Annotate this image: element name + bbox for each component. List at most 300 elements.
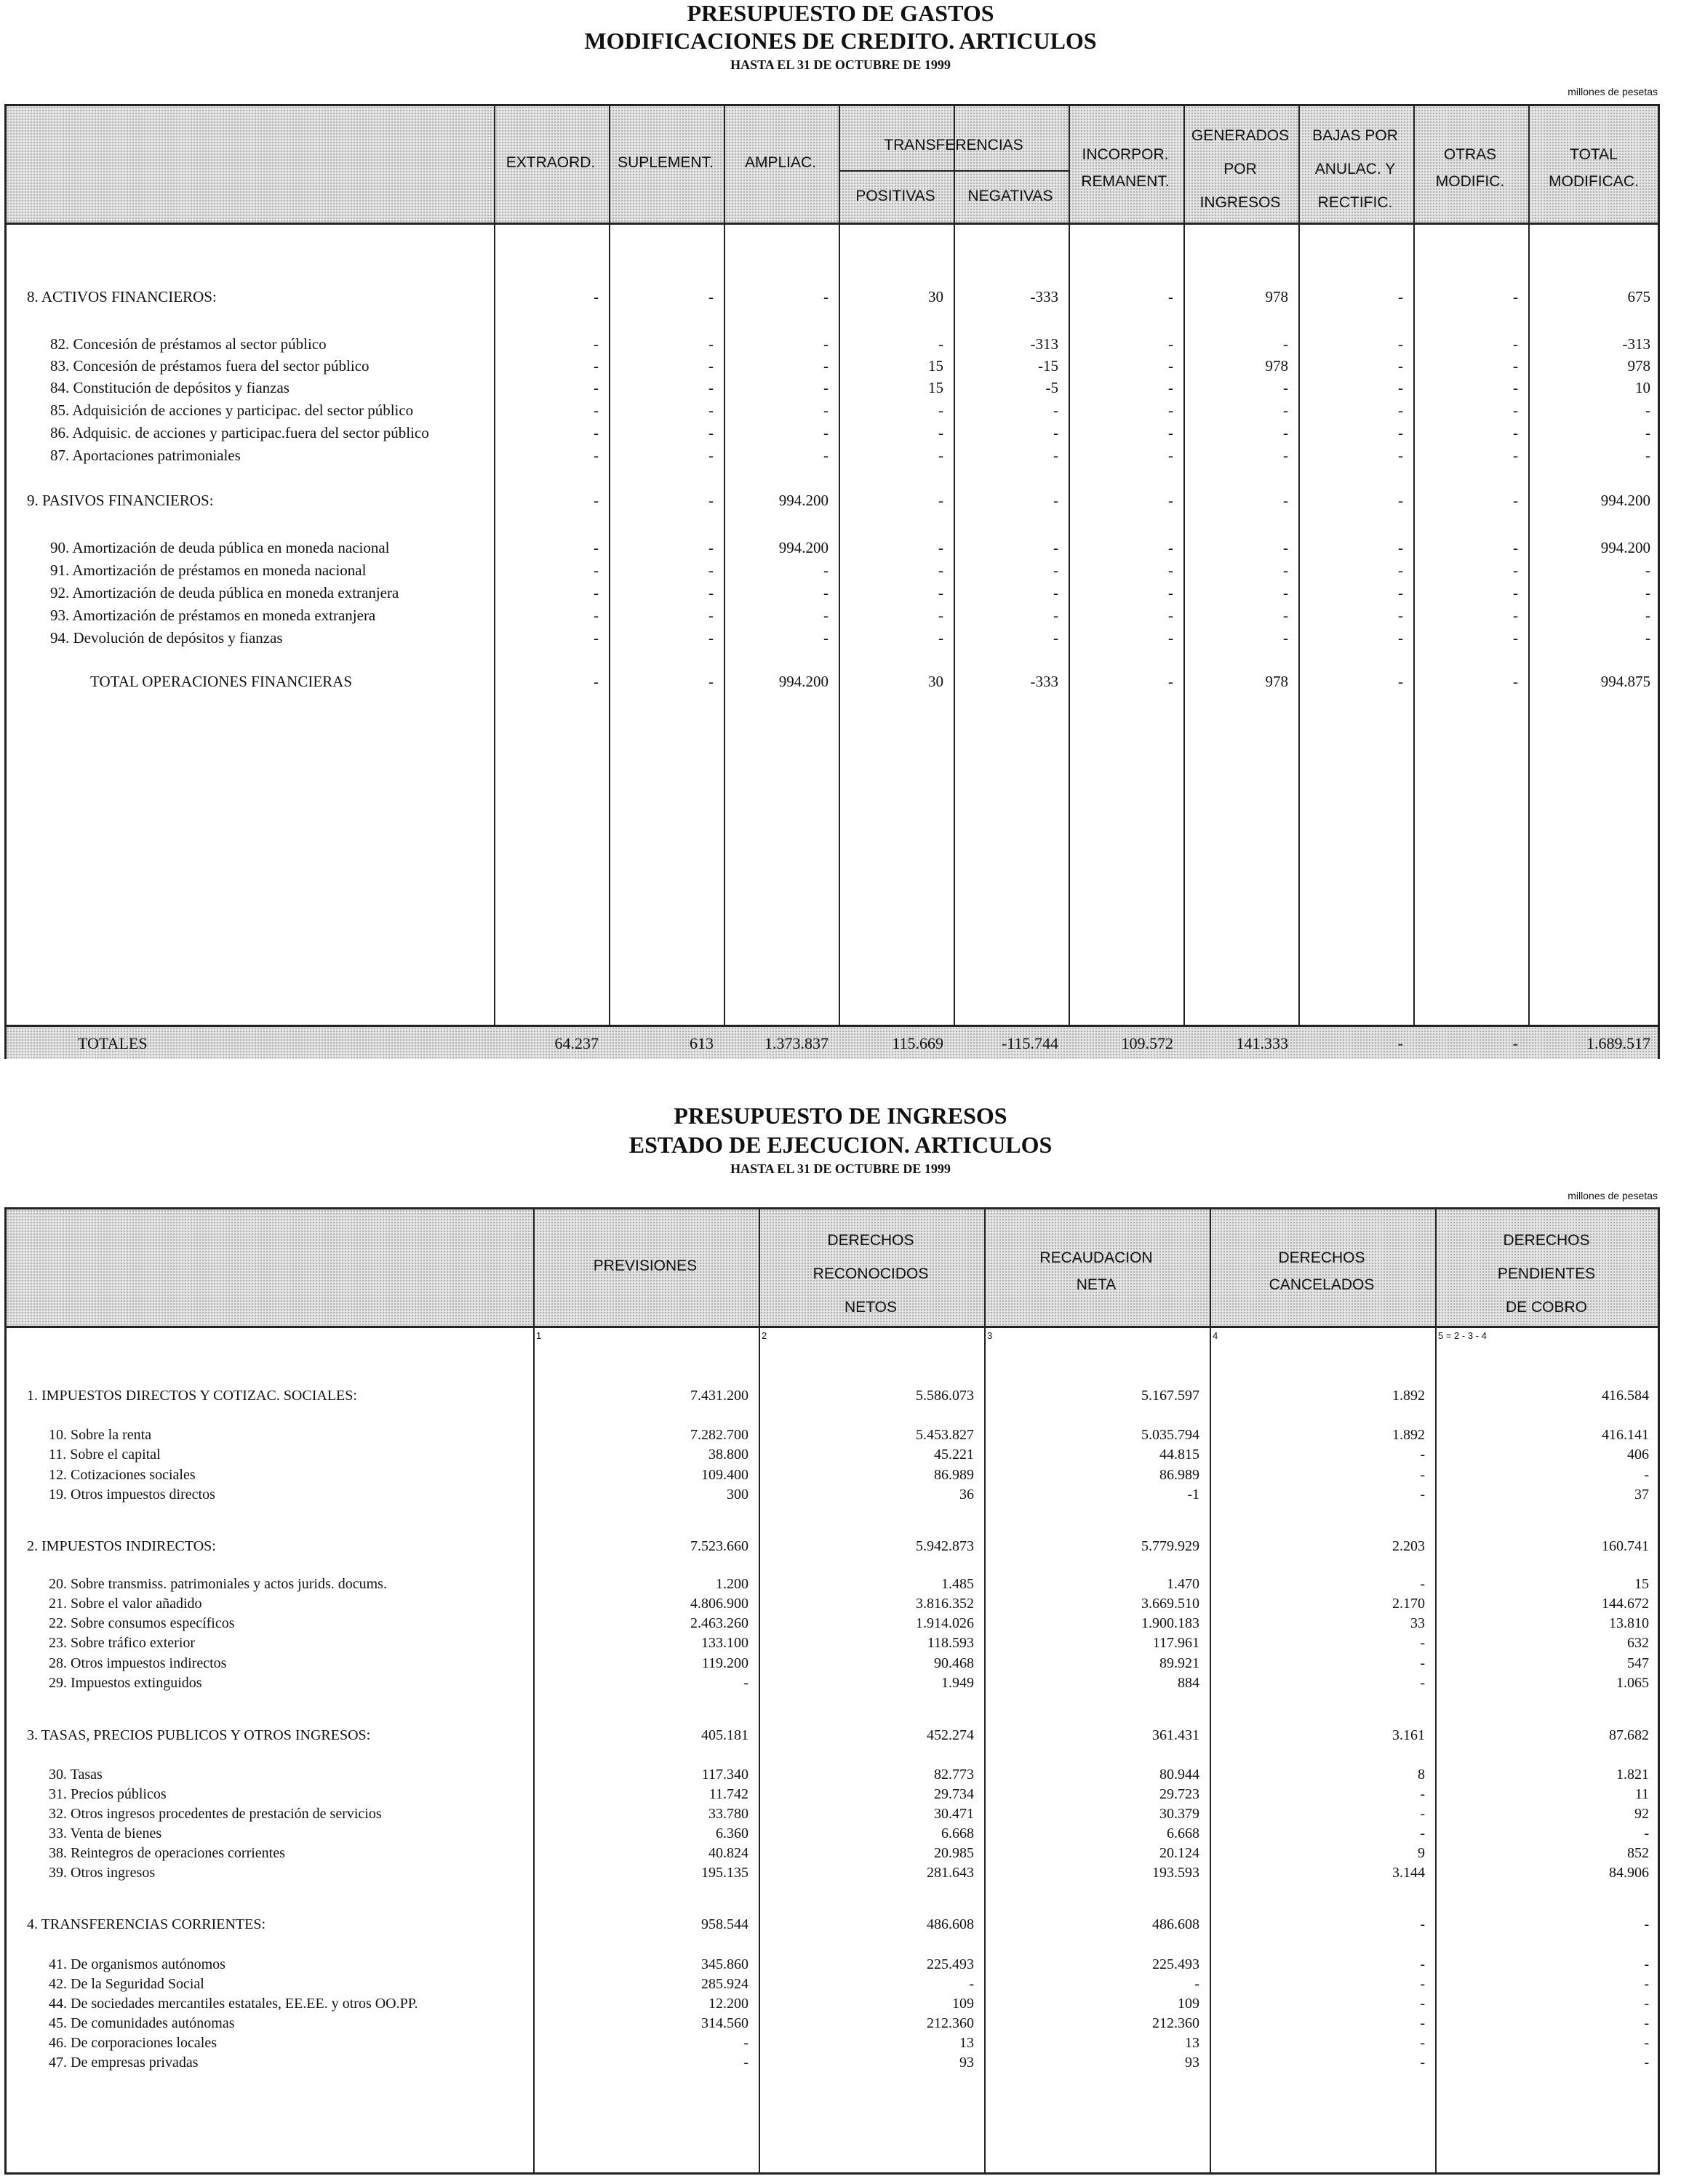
table-cell: 93 [1185, 2055, 1199, 2071]
table-cell: - [1420, 1487, 1425, 1503]
column-rule [494, 106, 495, 1057]
table-cell: - [594, 629, 599, 647]
table-row [7, 401, 1658, 420]
table-cell: 92 [1634, 1806, 1649, 1822]
table-cell: 9 [1418, 1845, 1425, 1861]
table-cell: - [1420, 1806, 1425, 1822]
totals-cell: 64.237 [554, 1034, 599, 1052]
table-cell: - [1513, 492, 1518, 509]
table-row [7, 424, 1658, 443]
row-label: 47. De empresas privadas [49, 2055, 199, 2071]
table-cell: - [1168, 424, 1173, 441]
table-cell: - [1168, 561, 1173, 579]
column-rule [1069, 106, 1070, 1057]
table-cell: - [1194, 1976, 1199, 1992]
table-cell: - [1283, 561, 1288, 579]
table-cell: 5.779.929 [1141, 1538, 1199, 1554]
col-transferencias: TRANSFERENCIAS [884, 137, 1023, 153]
table-row [7, 2055, 1658, 2073]
table-cell: 133.100 [701, 1635, 748, 1651]
table-cell: 30 [928, 288, 943, 305]
table-row [7, 1976, 1658, 1995]
row-label: 32. Otros ingresos procedentes de prestación de servicios [49, 1806, 382, 1822]
table-cell: 5.167.597 [1141, 1388, 1199, 1404]
table-cell: 40.824 [708, 1845, 748, 1861]
col-generados: GENERADOS POR INGRESOS [1191, 127, 1290, 211]
table-cell: 2.203 [1392, 1538, 1425, 1554]
table-cell: - [823, 561, 828, 579]
table-cell: 7.523.660 [690, 1538, 748, 1554]
table-cell: - [1283, 629, 1288, 647]
table-cell: - [1168, 447, 1173, 464]
table-cell: - [594, 424, 599, 441]
row-label: 23. Sobre tráfico exterior [49, 1635, 196, 1651]
table-cell: 8 [1418, 1767, 1425, 1783]
totals-cell: 141.333 [1236, 1034, 1288, 1052]
table-cell: - [1398, 673, 1403, 690]
table-cell: - [938, 584, 943, 601]
table-cell: - [708, 379, 714, 396]
col-extraord: EXTRAORD. [506, 154, 596, 171]
table-cell: - [1645, 424, 1650, 441]
table-cell: - [1513, 584, 1518, 601]
table-cell: - [594, 584, 599, 601]
column-rule [839, 106, 840, 1057]
column-number: 5 = 2 - 3 - 4 [1438, 1330, 1487, 1341]
table-cell: 117.340 [701, 1767, 748, 1783]
table-cell: 5.035.794 [1141, 1427, 1199, 1443]
table-cell: - [1398, 492, 1403, 509]
section-row [7, 1538, 1658, 1557]
table-row [7, 584, 1658, 603]
table-cell: - [708, 492, 714, 509]
gastos-title: PRESUPUESTO DE GASTOS [687, 0, 994, 26]
ingresos-subtitle: HASTA EL 31 DE OCTUBRE DE 1999 [730, 1161, 951, 1176]
table-cell: - [594, 357, 599, 375]
table-cell: 118.593 [927, 1635, 974, 1651]
col-derechos-cancelados: DERECHOS CANCELADOS [1269, 1249, 1375, 1293]
row-label: 42. De la Seguridad Social [49, 1976, 204, 1992]
table-cell: - [1398, 447, 1403, 464]
col-derechos-reconocidos: DERECHOS RECONOCIDOS NETOS [812, 1232, 929, 1316]
table-cell: - [1053, 584, 1058, 601]
table-cell: - [594, 401, 599, 419]
row-label: 22. Sobre consumos específicos [49, 1615, 235, 1631]
table-cell: - [1644, 2015, 1649, 2031]
table-cell: 82.773 [934, 1767, 974, 1783]
table-cell: 119.200 [701, 1655, 748, 1671]
column-number: 1 [536, 1330, 542, 1341]
row-label: 9. PASIVOS FINANCIEROS: [27, 492, 214, 509]
table-cell: - [1398, 335, 1403, 353]
table-cell: - [1398, 561, 1403, 579]
row-label: 41. De organismos autónomos [49, 1956, 225, 1972]
table-cell: 13.810 [1609, 1615, 1649, 1631]
totals-cell: 613 [690, 1034, 714, 1052]
table-cell: - [1513, 379, 1518, 396]
table-cell: 15 [928, 357, 943, 375]
column-rule [1413, 106, 1415, 1057]
table-cell: - [969, 1976, 974, 1992]
section-row [7, 1916, 1658, 1935]
table-cell: - [823, 401, 828, 419]
table-cell: 994.200 [778, 492, 828, 509]
table-cell: 109 [1178, 1996, 1199, 2012]
table-row [7, 1467, 1658, 1486]
table-cell: 109 [952, 1996, 974, 2012]
table-cell: 29.723 [1159, 1786, 1199, 1802]
table-cell: 86.989 [1159, 1467, 1199, 1483]
table-cell: - [1168, 288, 1173, 305]
column-rule [1298, 106, 1300, 1057]
table-cell: - [823, 607, 828, 624]
table-cell: - [1168, 492, 1173, 509]
col-ampliac: AMPLIAC. [744, 154, 817, 171]
gastos-title-2: MODIFICACIONES DE CREDITO. ARTICULOS [584, 28, 1097, 54]
table-cell: 20.985 [934, 1845, 974, 1861]
table-cell: - [1644, 1825, 1649, 1841]
table-cell: - [1513, 424, 1518, 441]
row-label: 2. IMPUESTOS INDIRECTOS: [27, 1538, 216, 1554]
table-cell: 994.200 [1600, 539, 1650, 556]
table-cell: - [708, 629, 714, 647]
table-cell: - [1398, 539, 1403, 556]
row-label: 10. Sobre la renta [49, 1427, 152, 1443]
totals-cell: 109.572 [1121, 1034, 1173, 1052]
row-label: 93. Amortización de préstamos en moneda extranjera [50, 607, 376, 624]
table-cell: 405.181 [701, 1727, 748, 1743]
table-cell: - [1053, 424, 1058, 441]
table-cell: - [708, 561, 714, 579]
table-row [7, 335, 1658, 354]
col-negativas: NEGATIVAS [967, 188, 1053, 204]
table-cell: - [594, 539, 599, 556]
table-cell: - [1283, 335, 1288, 353]
table-cell: 193.593 [1152, 1865, 1199, 1881]
table-row [7, 1576, 1658, 1595]
table-cell: 2.463.260 [690, 1615, 748, 1631]
table-row [7, 447, 1658, 465]
table-cell: - [1420, 1675, 1425, 1691]
table-cell: 30.379 [1159, 1806, 1199, 1822]
table-cell: - [708, 335, 714, 353]
row-label: 33. Venta de bienes [49, 1825, 162, 1841]
table-row [7, 1615, 1658, 1634]
table-cell: - [708, 357, 714, 375]
table-cell: - [708, 424, 714, 441]
row-label: 83. Concesión de préstamos fuera del sector público [50, 357, 370, 375]
row-label: 82. Concesión de préstamos al sector público [50, 335, 327, 353]
col-previsiones: PREVISIONES [593, 1257, 698, 1274]
table-cell: 144.672 [1602, 1596, 1649, 1612]
row-label: 44. De sociedades mercantiles estatales, EE.EE. y otros OO.PP. [49, 1996, 418, 2012]
table-cell: - [1513, 607, 1518, 624]
table-cell: - [1645, 447, 1650, 464]
table-cell: 300 [727, 1487, 748, 1503]
table-cell: - [938, 492, 943, 509]
col-otras: OTRAS MODIFIC. [1435, 146, 1505, 190]
row-label: 30. Tasas [49, 1767, 103, 1783]
table-cell: - [938, 607, 943, 624]
column-number: 2 [762, 1330, 767, 1341]
row-label: 20. Sobre transmiss. patrimoniales y actos jurids. docums. [49, 1576, 387, 1592]
table-cell: - [1053, 629, 1058, 647]
table-row [7, 1956, 1658, 1975]
table-cell: - [1283, 424, 1288, 441]
table-cell: - [823, 357, 828, 375]
table-cell: - [1398, 607, 1403, 624]
table-cell: 11.742 [708, 1786, 748, 1802]
table-cell: - [708, 288, 714, 305]
table-cell: 44.815 [1159, 1447, 1199, 1463]
row-label: 91. Amortización de préstamos en moneda nacional [50, 561, 367, 579]
table-cell: - [1283, 379, 1288, 396]
row-label: 85. Adquisición de acciones y participac. del sector público [50, 401, 414, 419]
table-cell: 225.493 [927, 1956, 974, 1972]
table-cell: 406 [1627, 1447, 1649, 1463]
table-cell: 978 [1265, 357, 1288, 375]
table-cell: - [743, 2055, 748, 2071]
table-row [7, 1487, 1658, 1505]
table-cell: 5.453.827 [916, 1427, 974, 1443]
totals-cell: 115.669 [892, 1034, 943, 1052]
table-cell: - [823, 335, 828, 353]
col-positivas: POSITIVAS [855, 188, 935, 204]
table-cell: 3.161 [1392, 1727, 1425, 1743]
col-total: TOTAL MODIFICAC. [1549, 146, 1639, 190]
table-cell: 117.961 [1152, 1635, 1199, 1651]
table-cell: - [1168, 357, 1173, 375]
row-label: 3. TASAS, PRECIOS PUBLICOS Y OTROS INGRESOS: [27, 1727, 371, 1743]
table-cell: 80.944 [1159, 1767, 1199, 1783]
table-cell: - [1053, 561, 1058, 579]
table-cell: 36 [959, 1487, 974, 1503]
table-cell: - [1420, 1655, 1425, 1671]
table-cell: - [1420, 1786, 1425, 1802]
gastos-unit: millones de pesetas [1568, 86, 1658, 97]
table-row [7, 607, 1658, 625]
table-cell: - [743, 2035, 748, 2051]
table-cell: 281.643 [927, 1865, 974, 1881]
table-cell: 86.989 [934, 1467, 974, 1483]
table-cell: 2.170 [1392, 1596, 1425, 1612]
table-cell: 632 [1627, 1635, 1649, 1651]
row-label: 90. Amortización de deuda pública en moneda nacional [50, 539, 390, 556]
table-cell: - [1283, 492, 1288, 509]
table-cell: - [594, 447, 599, 464]
table-cell: - [1053, 447, 1058, 464]
row-label: 38. Reintegros de operaciones corrientes [49, 1845, 285, 1861]
table-cell: 994.875 [1600, 673, 1650, 690]
table-cell: 3.669.510 [1141, 1596, 1199, 1612]
table-row [7, 1806, 1658, 1825]
table-cell: - [1644, 1916, 1649, 1932]
table-row [7, 1427, 1658, 1446]
col-suplement: SUPLEMENT. [618, 154, 714, 171]
table-row [7, 2015, 1658, 2034]
table-cell: 160.741 [1602, 1538, 1649, 1554]
totals-cell: - [1512, 1034, 1518, 1052]
table-cell: - [938, 561, 943, 579]
table-cell: -313 [1622, 335, 1650, 353]
table-cell: 958.544 [701, 1916, 748, 1932]
table-cell: 852 [1627, 1845, 1649, 1861]
table-cell: 6.668 [941, 1825, 974, 1841]
table-cell: - [1168, 607, 1173, 624]
column-rule [609, 106, 610, 1057]
row-label: 92. Amortización de deuda pública en moneda extranjera [50, 584, 399, 601]
table-cell: - [823, 629, 828, 647]
table-cell: - [1168, 584, 1173, 601]
table-cell: 15 [928, 379, 943, 396]
table-cell: 1.065 [1616, 1675, 1649, 1691]
table-cell: 1.470 [1167, 1576, 1199, 1592]
table-cell: 345.860 [701, 1956, 748, 1972]
row-label: 29. Impuestos extinguidos [49, 1675, 202, 1691]
table-cell: - [1645, 584, 1650, 601]
table-cell: 1.914.026 [916, 1615, 974, 1631]
table-cell: - [594, 379, 599, 396]
table-row [7, 1845, 1658, 1864]
table-cell: - [1420, 1825, 1425, 1841]
table-cell: - [1645, 629, 1650, 647]
table-cell: - [594, 288, 599, 305]
table-cell: 1.892 [1392, 1388, 1425, 1404]
totals-cell: 1.373.837 [764, 1034, 828, 1052]
table-cell: - [1513, 561, 1518, 579]
table-cell: - [1644, 2035, 1649, 2051]
table-cell: - [708, 673, 714, 690]
table-cell: 29.734 [934, 1786, 974, 1802]
table-cell: - [594, 561, 599, 579]
table-cell: - [594, 607, 599, 624]
table-cell: - [1513, 673, 1518, 690]
table-cell: 6.360 [716, 1825, 748, 1841]
table-cell: - [823, 447, 828, 464]
table-cell: 1.949 [941, 1675, 974, 1691]
ingresos-title: PRESUPUESTO DE INGRESOS [674, 1103, 1007, 1129]
table-cell: - [1168, 539, 1173, 556]
column-number: 3 [987, 1330, 993, 1341]
ingresos-table [4, 1207, 1660, 2175]
row-label: 94. Devolución de depósitos y fianzas [50, 629, 283, 647]
row-label: 39. Otros ingresos [49, 1865, 156, 1881]
table-cell: -333 [1030, 288, 1058, 305]
table-cell: 978 [1265, 673, 1288, 690]
table-cell: - [1513, 447, 1518, 464]
table-row [7, 539, 1658, 558]
table-cell: 675 [1627, 288, 1650, 305]
table-cell: 13 [959, 2035, 974, 2051]
ingresos-title-2: ESTADO DE EJECUCION. ARTICULOS [628, 1132, 1053, 1158]
table-row [7, 1996, 1658, 2015]
table-cell: - [708, 584, 714, 601]
table-cell: 30 [928, 673, 943, 690]
column-rule [724, 106, 725, 1057]
table-cell: - [594, 335, 599, 353]
table-row [7, 1767, 1658, 1785]
table-cell: - [743, 1675, 748, 1691]
totals-label: TOTALES [78, 1034, 148, 1052]
table-cell: - [1644, 1467, 1649, 1483]
table-cell: -333 [1030, 673, 1058, 690]
row-label: 21. Sobre el valor añadido [49, 1596, 202, 1612]
table-cell: - [1398, 288, 1403, 305]
table-cell: - [1420, 1447, 1425, 1463]
table-cell: - [1398, 357, 1403, 375]
table-cell: 314.560 [701, 2015, 748, 2031]
table-row [7, 379, 1658, 398]
table-cell: 15 [1634, 1576, 1649, 1592]
table-row [7, 629, 1658, 648]
table-row [7, 1786, 1658, 1805]
table-cell: 30.471 [934, 1806, 974, 1822]
table-cell: - [823, 288, 828, 305]
table-cell: - [1513, 401, 1518, 419]
table-cell: - [1513, 288, 1518, 305]
table-cell: - [1398, 584, 1403, 601]
table-cell: - [1398, 424, 1403, 441]
table-cell: - [938, 335, 943, 353]
table-cell: 978 [1265, 288, 1288, 305]
table-row [7, 1447, 1658, 1465]
table-cell: -1 [1187, 1487, 1199, 1503]
table-cell: - [1053, 492, 1058, 509]
section-row [7, 1388, 1658, 1407]
table-cell: - [938, 401, 943, 419]
table-cell: - [1420, 1956, 1425, 1972]
gastos-totals-row [7, 1025, 1658, 1059]
column-rule [1183, 106, 1185, 1057]
table-cell: 5.942.873 [916, 1538, 974, 1554]
table-cell: 5.586.073 [916, 1388, 974, 1404]
table-cell: - [1644, 2055, 1649, 2071]
table-cell: 33 [1410, 1615, 1425, 1631]
table-cell: - [708, 607, 714, 624]
table-cell: - [1168, 379, 1173, 396]
table-cell: 452.274 [927, 1727, 974, 1743]
table-cell: 7.431.200 [690, 1388, 748, 1404]
table-cell: - [1168, 335, 1173, 353]
table-cell: 93 [959, 2055, 974, 2071]
row-label: 19. Otros impuestos directos [49, 1487, 215, 1503]
table-cell: 84.906 [1609, 1865, 1649, 1881]
section-row [7, 673, 1658, 692]
table-cell: - [594, 492, 599, 509]
table-cell: 978 [1627, 357, 1650, 375]
table-cell: - [1168, 673, 1173, 690]
row-label: 84. Constitución de depósitos y fianzas [50, 379, 290, 396]
table-cell: - [1420, 1996, 1425, 2012]
table-cell: - [938, 539, 943, 556]
table-cell: - [1513, 357, 1518, 375]
table-cell: - [823, 584, 828, 601]
table-cell: 1.200 [716, 1576, 748, 1592]
table-cell: -15 [1038, 357, 1058, 375]
table-row [7, 561, 1658, 580]
table-cell: 3.144 [1392, 1865, 1425, 1881]
table-cell: - [1513, 335, 1518, 353]
table-cell: 33.780 [708, 1806, 748, 1822]
table-cell: 4.806.900 [690, 1596, 748, 1612]
row-label: 31. Precios públicos [49, 1786, 167, 1802]
table-cell: - [823, 379, 828, 396]
table-cell: 3.816.352 [916, 1596, 974, 1612]
table-cell: 884 [1178, 1675, 1199, 1691]
table-cell: 416.141 [1602, 1427, 1649, 1443]
table-cell: - [1398, 629, 1403, 647]
col-recaudacion: RECAUDACION NETA [1039, 1249, 1153, 1293]
